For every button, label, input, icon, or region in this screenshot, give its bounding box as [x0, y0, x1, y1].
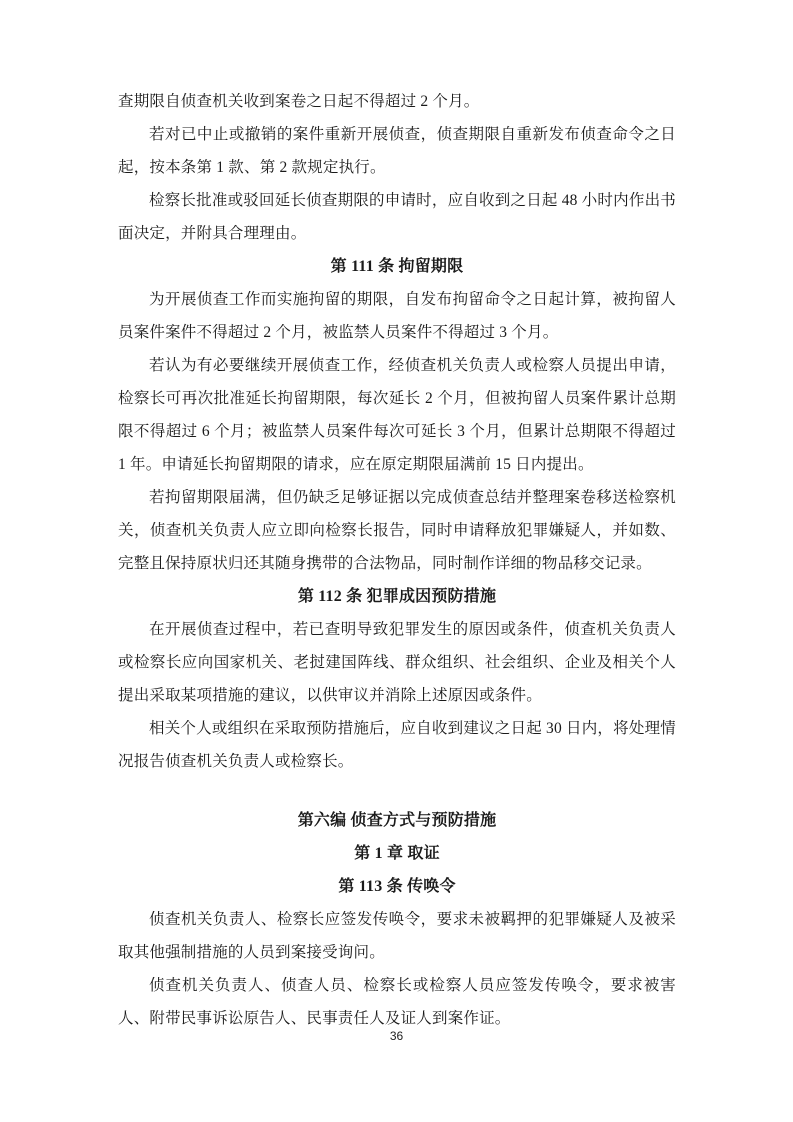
- paragraph: 若对已中止或撤销的案件重新开展侦查，侦查期限自重新发布侦查命令之日起，按本条第 1 款、第 2 款规定执行。: [118, 126, 676, 176]
- paragraph: 相关个人或组织在采取预防措施后，应自收到建议之日起 30 日内，将处理情况报告侦查机关负责人或检察长。: [118, 720, 676, 770]
- chapter-heading-1: 第 1 章 取证: [354, 845, 440, 862]
- document-body: [118, 85, 676, 1035]
- paragraph: 在开展侦查过程中，若已查明导致犯罪发生的原因或条件，侦查机关负责人或检察长应向国家机关、老挝建国阵线、群众组织、社会组织、企业及相关个人提出采取某项措施的建议，以供审议并消除上述原因或条件。: [118, 621, 676, 704]
- paragraph: 侦查机关负责人、检察长应签发传唤令，要求未被羁押的犯罪嫌疑人及被采取其他强制措施的人员到案接受询问。: [118, 911, 676, 961]
- paragraph: 侦查机关负责人、侦查人员、检察长或检察人员应签发传唤令，要求被害人、附带民事诉讼原告人、民事责任人及证人到案作证。: [118, 977, 676, 1027]
- article-heading-113: 第 113 条 传唤令: [338, 878, 456, 895]
- paragraph: 为开展侦查工作而实施拘留的期限，自发布拘留命令之日起计算，被拘留人员案件案件不得超过 2 个月，被监禁人员案件不得超过 3 个月。: [118, 291, 676, 341]
- page-number: 36: [389, 1029, 404, 1043]
- article-heading-112: 第 112 条 犯罪成因预防措施: [297, 588, 497, 605]
- paragraph: 若认为有必要继续开展侦查工作，经侦查机关负责人或检察人员提出申请，检察长可再次批准延长拘留期限，每次延长 2 个月，但被拘留人员案件累计总期限不得超过 6 个月；被监禁人员案件每次可延长 3 个月，但累计总期限不得超过 1 年。申请延长拘留期限的请求，应在原定期限届满前 15 日内提出。: [118, 357, 676, 473]
- part-heading-6: 第六编 侦查方式与预防措施: [297, 812, 497, 829]
- paragraph-continuation: 查期限自侦查机关收到案卷之日起不得超过 2 个月。: [118, 93, 480, 110]
- article-heading-111: 第 111 条 拘留期限: [330, 258, 464, 275]
- paragraph: 若拘留期限届满，但仍缺乏足够证据以完成侦查总结并整理案卷移送检察机关，侦查机关负责人应立即向检察长报告，同时申请释放犯罪嫌疑人，并如数、完整且保持原状归还其随身携带的合法物品，同时制作详细的物品移交记录。: [118, 489, 676, 572]
- paragraph: 检察长批准或驳回延长侦查期限的申请时，应自收到之日起 48 小时内作出书面决定，并附具合理理由。: [118, 192, 676, 242]
